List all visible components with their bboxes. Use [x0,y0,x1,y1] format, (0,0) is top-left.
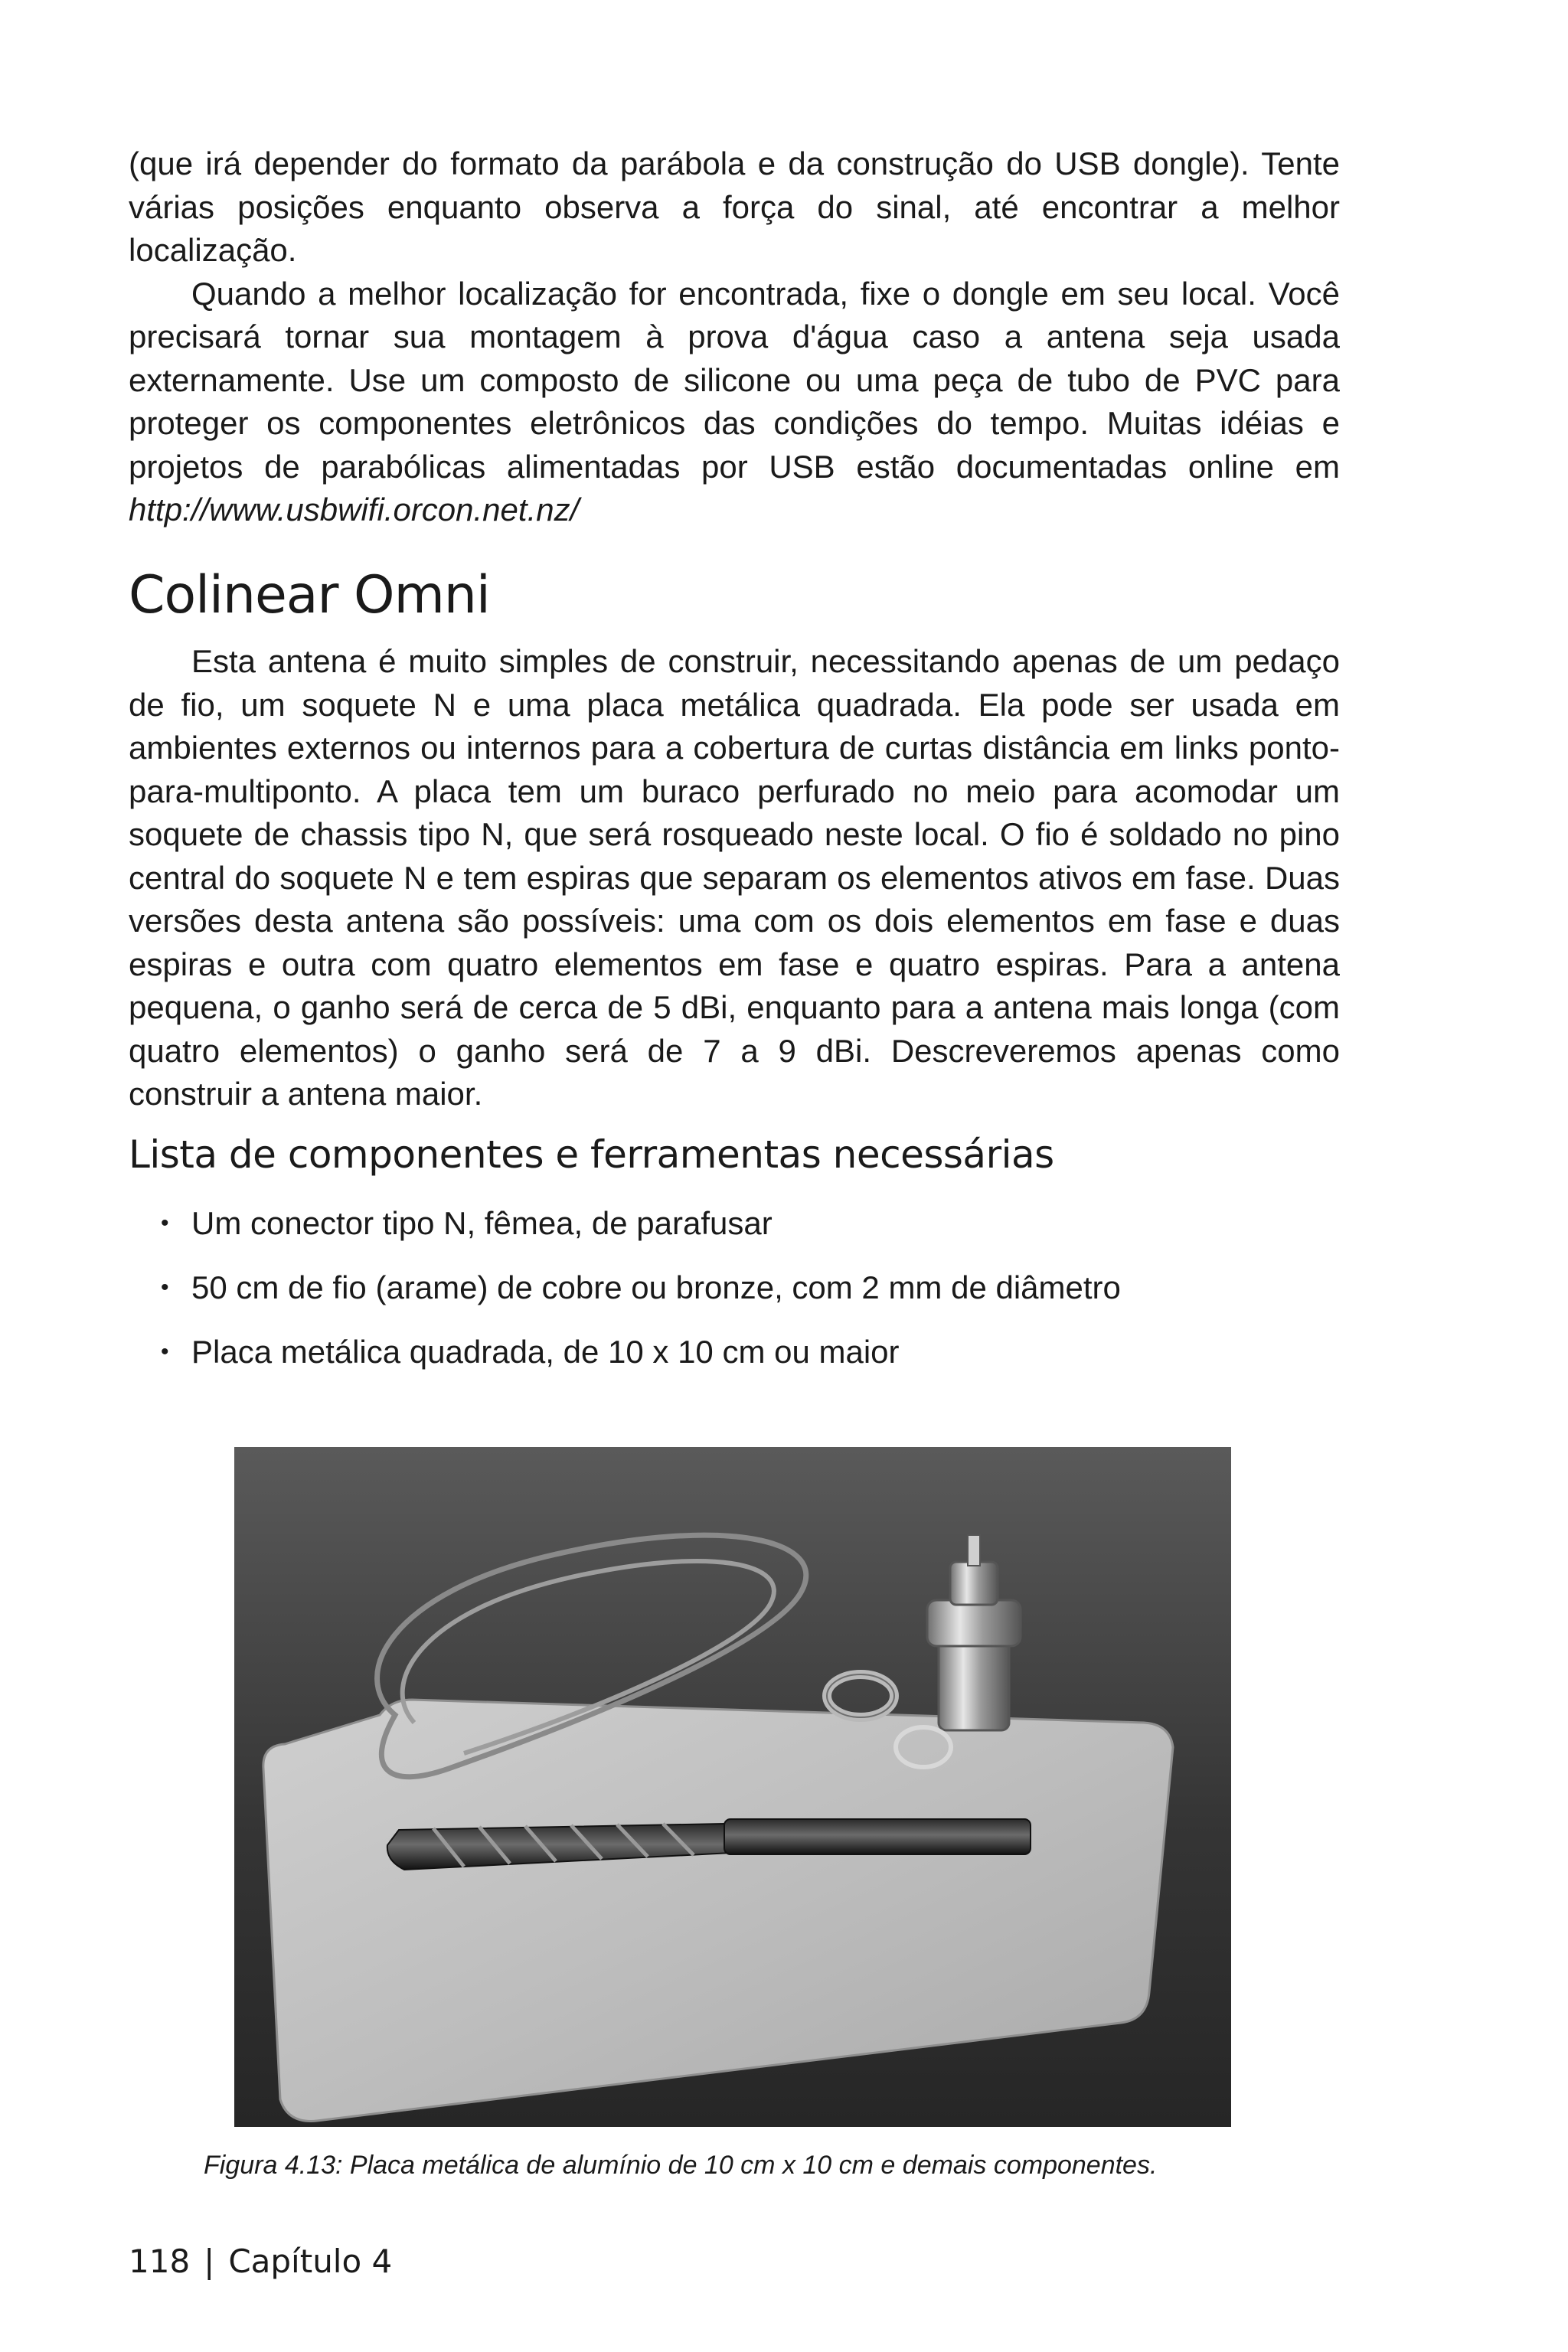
bullet-icon: • [161,1210,169,1236]
intro-text [129,142,1340,532]
paragraph-dongle-mounting-text: Quando a melhor localização for encontrada, fixe o dongle em seu local. Você precisará tornar sua montagem à prova d'água caso a antena seja usada externamente. Use um composto de silicone ou uma peça de tubo de PVC para proteger os componentes eletrônicos das condições do tempo. Muitas idéias e projetos de parabólicas alimentadas por USB estão documentadas online em [129,275,1340,485]
bullet-icon: • [161,1275,169,1300]
figure-caption: Figura 4.13: Placa metálica de alumínio de 10 cm x 10 cm e demais componentes. [204,2151,1158,2180]
bullet-icon: • [161,1339,169,1364]
paragraph-dongle-position: (que irá depender do formato da parábola e da construção do USB dongle). Tente várias posições enquanto observa a força do sinal, até encontrar a melhor localização. [129,145,1340,268]
chapter-label: Capítulo 4 [228,2243,393,2280]
paragraph-omni-description: Esta antena é muito simples de construir, necessitando apenas de um pedaço de fio, um soquete N e uma placa metálica quadrada. Ela pode ser usada em ambientes externos ou internos para a cobertura de curtas distância em links ponto-para-multiponto. A placa tem um buraco perfurado no meio para acomodar um soquete de chassis tipo N, que será rosqueado neste local. O fio é soldado no pino central do soquete N e tem espiras que separam os elementos ativos em fase. Duas versões desta antena são possíveis: uma com os dois elementos em fase e duas espiras e outra com quatro elementos em fase e quatro espiras. Para a antena pequena, o ganho será de cerca de 5 dBi, enquanto para a antena mais longa (com quatro elementos) o ganho será de 7 a 9 dBi. Descreveremos apenas como construir a antena maior. [129,643,1340,1112]
omni-text [129,640,1340,1116]
list-item-text: 50 cm de fio (arame) de cobre ou bronze, com 2 mm de diâmetro [191,1269,1121,1305]
list-item [161,1331,1121,1374]
list-item [161,1266,1121,1309]
components-photo-illustration [234,1447,1231,2127]
list-item [161,1202,1121,1245]
section-title: Colinear Omni [129,565,490,626]
components-list [161,1202,1121,1395]
page-number: 118 [129,2243,191,2280]
paragraph-dongle-mounting [129,273,1340,532]
list-item-text: Placa metálica quadrada, de 10 x 10 cm ou maior [191,1334,900,1370]
footer-separator: | [204,2243,215,2280]
subsection-title: Lista de componentes e ferramentas necessárias [129,1132,1054,1177]
figure-photo [234,1447,1231,2127]
page-footer [129,2240,392,2283]
usbwifi-link[interactable]: http://www.usbwifi.orcon.net.nz/ [129,492,580,528]
list-item-text: Um conector tipo N, fêmea, de parafusar [191,1205,773,1241]
